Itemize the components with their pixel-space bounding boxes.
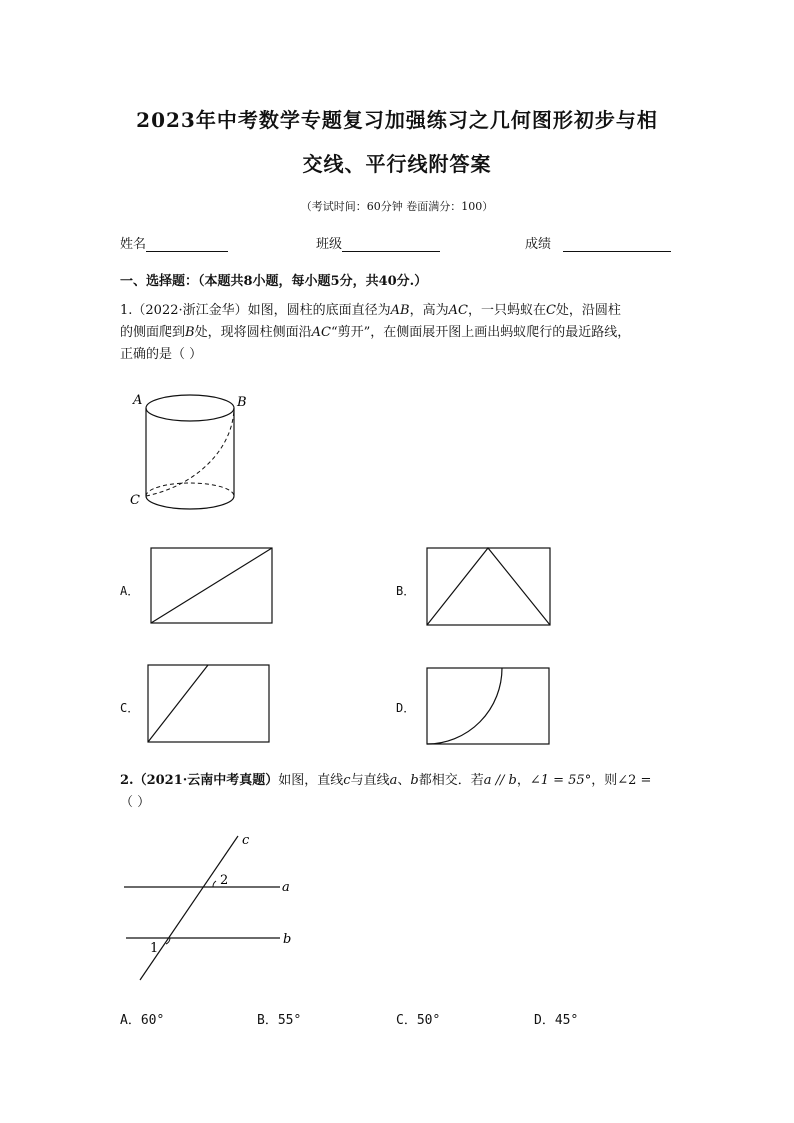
q2-answer-a[interactable]: A．60° [120, 1013, 165, 1028]
q1-option-c-figure[interactable] [147, 664, 271, 744]
cylinder-bottom-front [146, 496, 234, 509]
label-b: b [283, 932, 292, 947]
score-label: 成绩 [525, 237, 552, 252]
label-a: a [282, 880, 290, 895]
cylinder-figure [125, 388, 255, 513]
q2-answer-c[interactable]: C．50° [396, 1013, 441, 1028]
q1-option-b-label[interactable]: B． [396, 584, 416, 598]
score-blank[interactable] [563, 237, 671, 252]
q1-line1: 1.（2022·浙江金华）如图，圆柱的底面直径为AB，高为AC，一只蚂蚁在C处，沿圆柱 [120, 303, 621, 318]
q1-line2: 的侧面爬到B处，现将圆柱侧面沿AC“剪开”，在侧面展开图上画出蚂蚁爬行的最近路线， [120, 325, 631, 340]
q1-option-b-figure[interactable] [426, 547, 552, 627]
cylinder-top-ellipse [146, 395, 234, 421]
label-a: A [133, 393, 143, 408]
question-2-text [120, 770, 700, 814]
parallel-lines-figure [118, 828, 308, 986]
q1-option-d-label[interactable]: D． [396, 701, 416, 715]
label-c: c [242, 833, 250, 848]
label-b: B [237, 395, 247, 410]
class-label: 班级 [316, 237, 343, 252]
q2-line1: 2.（2021·云南中考真题）如图，直线c与直线a、b都相交．若a // b，∠1 = 55°，则∠2 = [120, 773, 652, 788]
page-title-line1: 2023年中考数学专题复习加强练习之几何图形初步与相 [136, 108, 658, 132]
name-field[interactable] [120, 233, 228, 252]
q1-option-c-label[interactable]: C． [120, 701, 140, 715]
q1-line3: 正确的是（ ） [120, 347, 203, 362]
question-1-text [120, 300, 680, 366]
class-blank[interactable] [342, 237, 440, 252]
q2-answer-b[interactable]: B．55° [257, 1013, 302, 1028]
name-blank[interactable] [146, 237, 228, 252]
cylinder-bottom-back [146, 483, 234, 496]
page-title-line2: 交线、平行线附答案 [302, 152, 492, 176]
line-c [140, 836, 238, 980]
q1-option-d-figure[interactable] [426, 667, 551, 746]
section-heading: 一、选择题：（本题共8小题，每小题5分，共40分.） [120, 274, 428, 289]
q2-answer-d[interactable]: D．45° [534, 1013, 579, 1028]
q2-line2: （ ） [120, 795, 151, 810]
label-angle-2: 2 [220, 873, 229, 888]
label-c: C [130, 493, 140, 508]
exam-subtitle: （考试时间：60分钟 卷面满分：100） [300, 200, 494, 213]
angle-2-arc [213, 881, 216, 887]
score-field[interactable] [525, 233, 671, 252]
name-label: 姓名 [120, 237, 147, 252]
label-angle-1: 1 [150, 941, 159, 956]
class-field[interactable] [316, 233, 440, 252]
q1-option-a-label[interactable]: A． [120, 584, 140, 598]
q1-option-a-figure[interactable] [150, 547, 274, 625]
